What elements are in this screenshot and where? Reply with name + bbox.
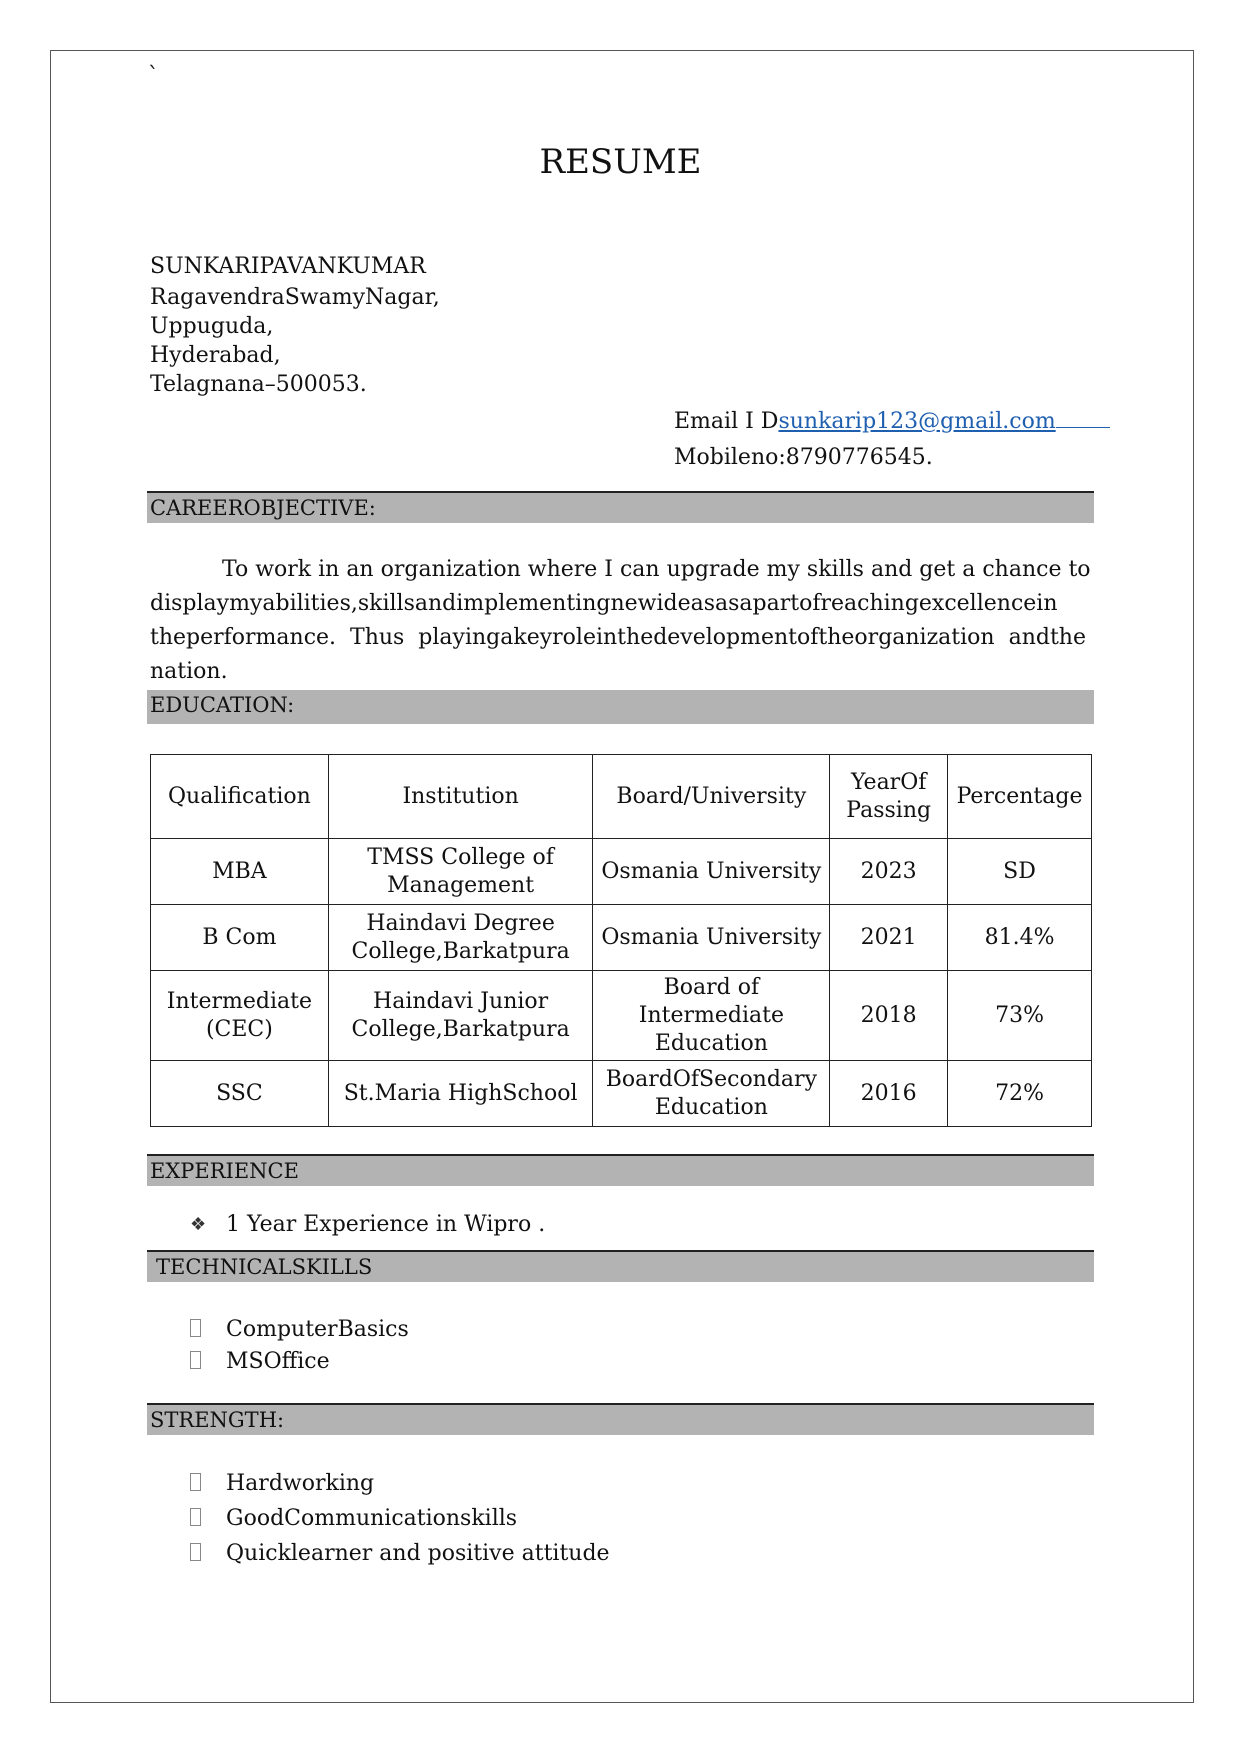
table-cell: MBA [151, 839, 329, 905]
table-cell: Haindavi Junior College,Barkatpura [328, 971, 593, 1061]
education-table [150, 754, 1092, 1127]
section-header-career-objective: CAREEROBJECTIVE: [147, 491, 1094, 523]
table-cell: 73% [948, 971, 1092, 1061]
table-cell: 2021 [830, 905, 948, 971]
experience-list [190, 1208, 545, 1242]
table-row [151, 905, 1092, 971]
diamond-bullet-icon: ❖ [190, 1214, 207, 1235]
mobile-number: Mobileno:8790776545. [674, 445, 933, 470]
table-cell: TMSS College of Management [328, 839, 593, 905]
box-bullet-icon [190, 1536, 201, 1571]
box-bullet-icon [190, 1501, 201, 1536]
table-cell: B Com [151, 905, 329, 971]
address-block [150, 252, 440, 399]
candidate-name: SUNKARIPAVANKUMAR [150, 254, 426, 279]
table-header: YearOf Passing [830, 755, 948, 839]
address-line: Hyderabad, [150, 343, 281, 368]
table-cell: Osmania University [593, 839, 830, 905]
address-line: Uppuguda, [150, 314, 274, 339]
objective-line: To work in an organization where I can upgrade my skills and get a chance to [222, 557, 1091, 582]
email-link[interactable]: sunkarip123@gmail.com [778, 409, 1056, 434]
objective-line: theperformance. Thus playingakeyroleinthedevelopmentoftheorganization andthe [150, 625, 1086, 650]
table-cell: Haindavi Degree College,Barkatpura [328, 905, 593, 971]
table-cell: 2016 [830, 1061, 948, 1127]
email-label: Email I D [674, 409, 779, 434]
section-header-experience: EXPERIENCE [147, 1154, 1094, 1186]
contact-block [674, 404, 1110, 476]
table-cell: 72% [948, 1061, 1092, 1127]
list-item: ComputerBasics [190, 1314, 409, 1346]
table-cell: SD [948, 839, 1092, 905]
table-cell: Intermediate (CEC) [151, 971, 329, 1061]
table-cell: SSC [151, 1061, 329, 1127]
objective-line: nation. [150, 659, 228, 684]
objective-paragraph [150, 553, 1092, 689]
table-header: Board/University [593, 755, 830, 839]
list-item: ❖ 1 Year Experience in Wipro . [190, 1208, 545, 1242]
table-header: Percentage [948, 755, 1092, 839]
table-cell: St.Maria HighSchool [328, 1061, 593, 1127]
table-row [151, 971, 1092, 1061]
section-header-education: EDUCATION: [147, 690, 1094, 724]
box-bullet-icon [190, 1346, 201, 1378]
table-cell: 2023 [830, 839, 948, 905]
email-underline [1056, 413, 1110, 428]
section-header-technical-skills: TECHNICALSKILLS [147, 1250, 1094, 1282]
list-item: GoodCommunicationskills [190, 1501, 610, 1536]
email-row [674, 404, 1110, 440]
table-cell: 2018 [830, 971, 948, 1061]
table-header-row [151, 755, 1092, 839]
address-line: Telagnana–500053. [150, 372, 367, 397]
table-header: Qualification [151, 755, 329, 839]
table-cell: Board of Intermediate Education [593, 971, 830, 1061]
address-line: RagavendraSwamyNagar, [150, 285, 440, 310]
resume-title: RESUME [539, 142, 702, 182]
technical-skills-list [190, 1314, 409, 1378]
table-row [151, 839, 1092, 905]
list-item: Quicklearner and positive attitude [190, 1536, 610, 1571]
strengths-list [190, 1466, 610, 1571]
list-item: Hardworking [190, 1466, 610, 1501]
section-header-strength: STRENGTH: [147, 1403, 1094, 1435]
table-row [151, 1061, 1092, 1127]
table-cell: 81.4% [948, 905, 1092, 971]
objective-line: displaymyabilities,skillsandimplementingnewideasasapartofreachingexcellencein [150, 591, 1058, 616]
table-header: Institution [328, 755, 593, 839]
box-bullet-icon [190, 1466, 201, 1501]
stray-mark: ` [148, 64, 159, 89]
list-item: MSOffice [190, 1346, 409, 1378]
table-cell: BoardOfSecondary Education [593, 1061, 830, 1127]
table-cell: Osmania University [593, 905, 830, 971]
box-bullet-icon [190, 1314, 201, 1346]
